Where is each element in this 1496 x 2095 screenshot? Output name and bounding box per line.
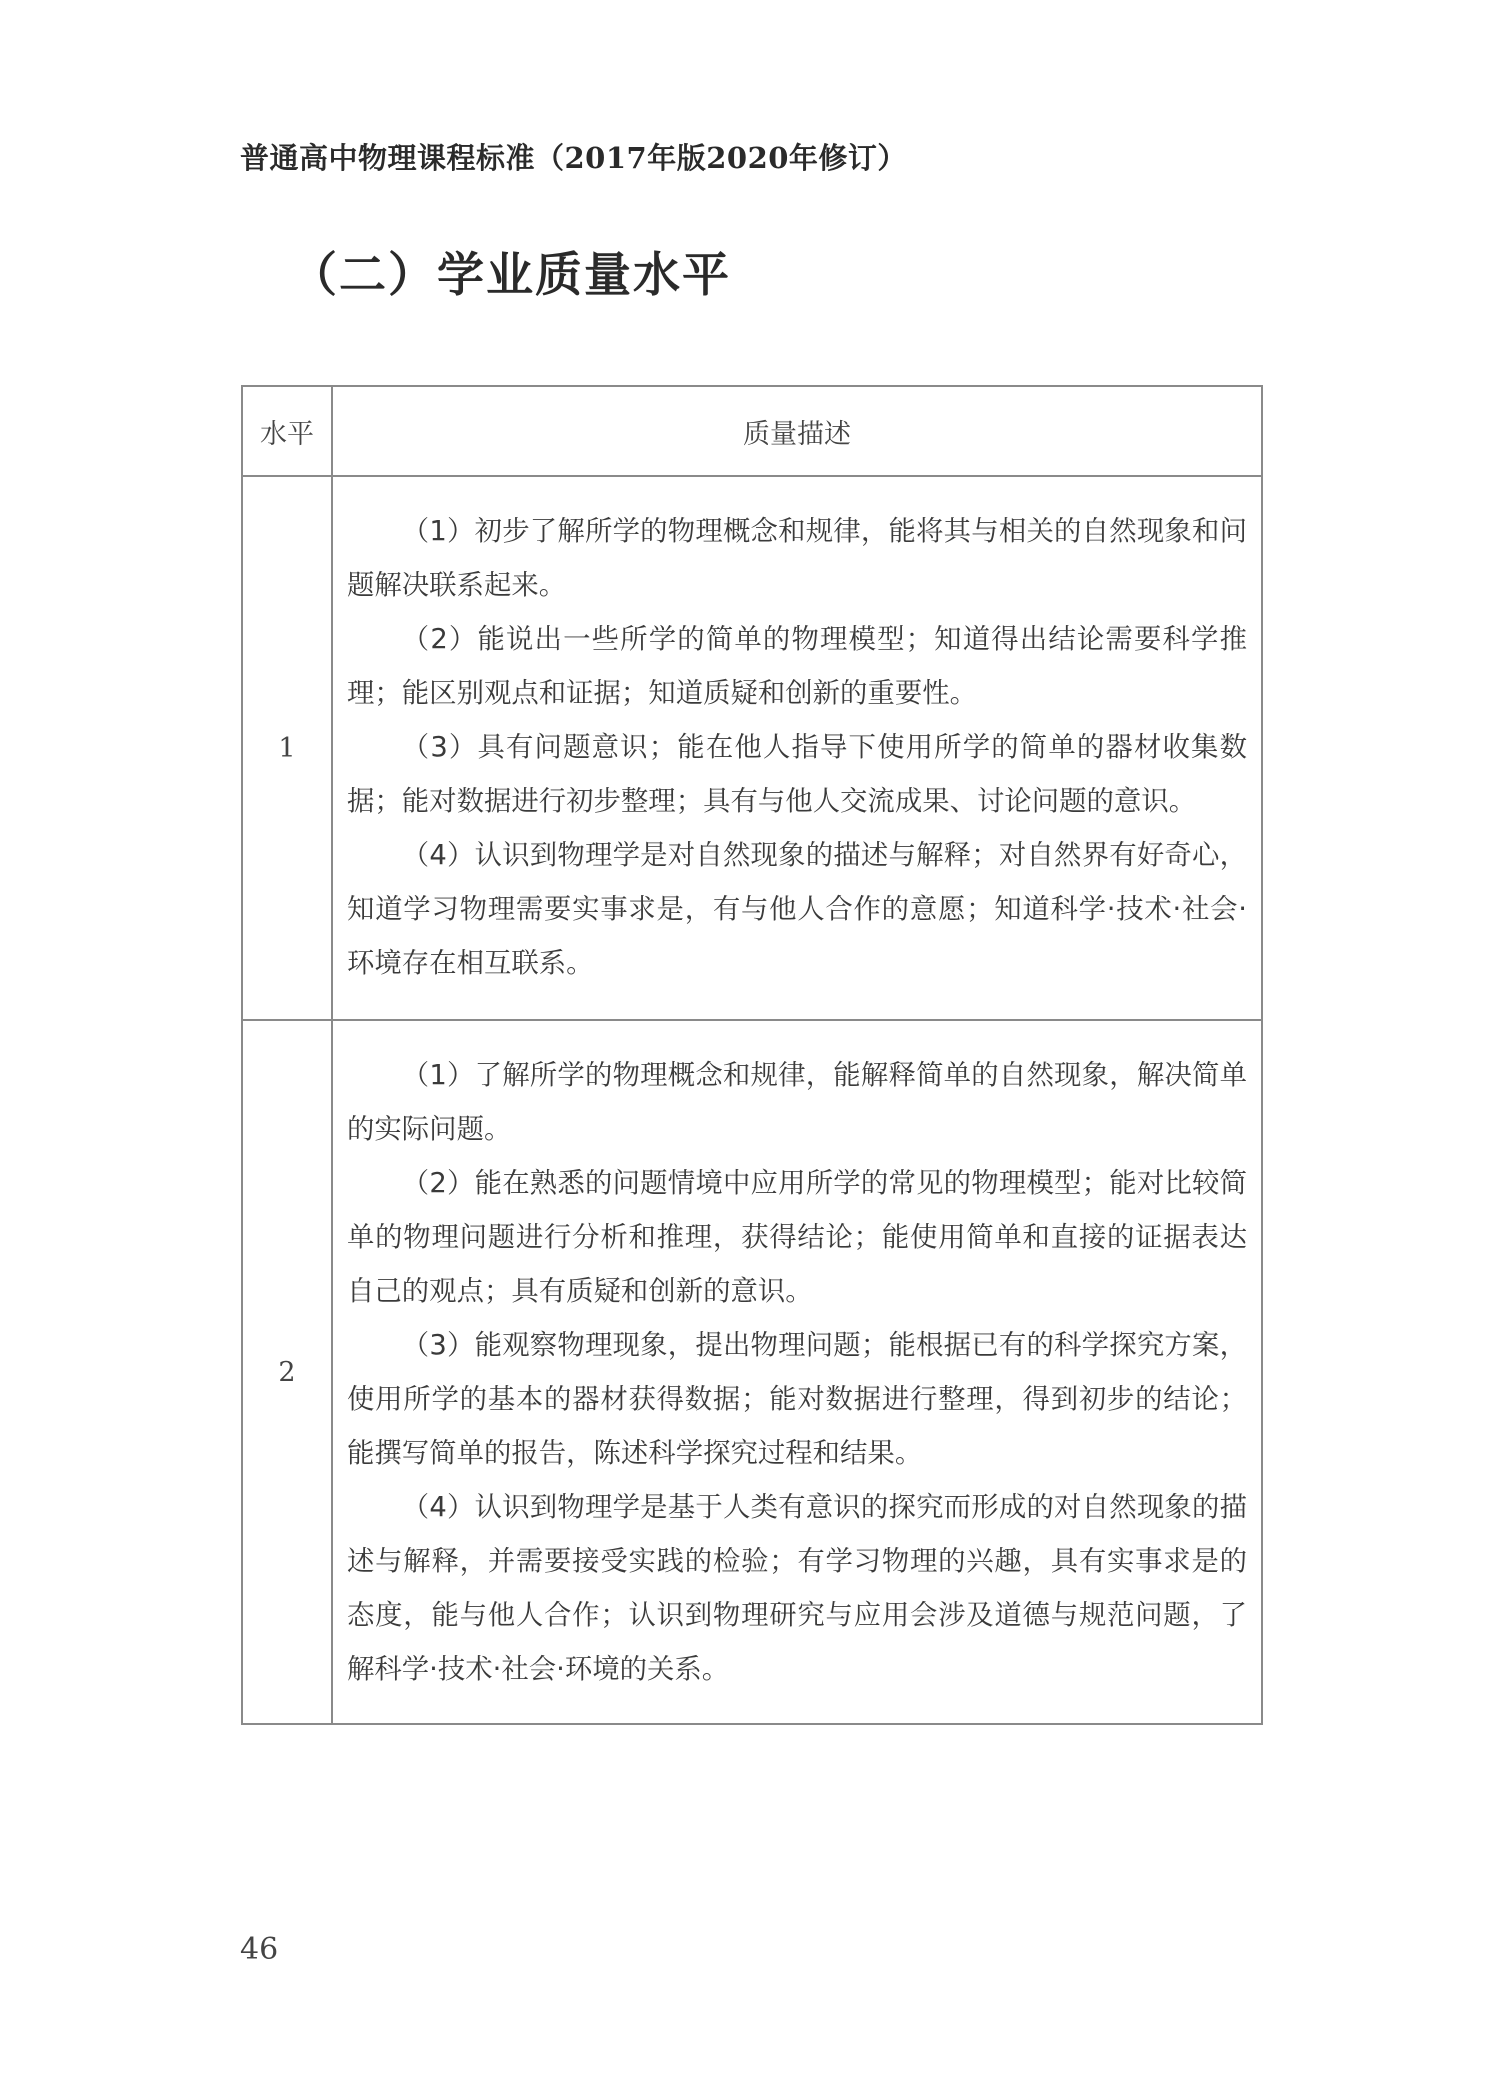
description-item: （2）能在熟悉的问题情境中应用所学的常见的物理模型；能对比较简单的物理问题进行分析和推理，获得结论；能使用简单和直接的证据表达自己的观点；具有质疑和创新的意识。 (347, 1168, 1247, 1307)
section-title: （二）学业质量水平 (290, 248, 731, 303)
description-item: （1）初步了解所学的物理概念和规律，能将其与相关的自然现象和问题解决联系起来。 (347, 516, 1247, 601)
description-item: （1）了解所学的物理概念和规律，能解释简单的自然现象，解决简单的实际问题。 (347, 1060, 1247, 1145)
description-item: （3）具有问题意识；能在他人指导下使用所学的简单的器材收集数据；能对数据进行初步整理；具有与他人交流成果、讨论问题的意识。 (347, 732, 1247, 817)
level-cell: 2 (242, 1020, 332, 1724)
page-number: 46 (240, 1932, 279, 1967)
description-cell (332, 476, 1262, 1020)
column-header-level: 水平 (242, 386, 332, 476)
quality-level-table (241, 385, 1263, 1725)
description-cell (332, 1020, 1262, 1724)
level-cell: 1 (242, 476, 332, 1020)
description-item: （4）认识到物理学是对自然现象的描述与解释；对自然界有好奇心，知道学习物理需要实事求是，有与他人合作的意愿；知道科学·技术·社会·环境存在相互联系。 (347, 840, 1247, 979)
table-row (242, 476, 1262, 1020)
running-header: 普通高中物理课程标准（2017年版2020年修订） (240, 141, 907, 175)
column-header-description: 质量描述 (332, 386, 1262, 476)
table-header-row (242, 386, 1262, 476)
description-item: （2）能说出一些所学的简单的物理模型；知道得出结论需要科学推理；能区别观点和证据；知道质疑和创新的重要性。 (347, 624, 1247, 709)
description-item: （3）能观察物理现象，提出物理问题；能根据已有的科学探究方案，使用所学的基本的器材获得数据；能对数据进行整理，得到初步的结论；能撰写简单的报告，陈述科学探究过程和结果。 (347, 1330, 1247, 1469)
table-row (242, 1020, 1262, 1724)
description-item: （4）认识到物理学是基于人类有意识的探究而形成的对自然现象的描述与解释，并需要接受实践的检验；有学习物理的兴趣，具有实事求是的态度，能与他人合作；认识到物理研究与应用会涉及道德与规范问题，了解科学·技术·社会·环境的关系。 (347, 1492, 1247, 1685)
